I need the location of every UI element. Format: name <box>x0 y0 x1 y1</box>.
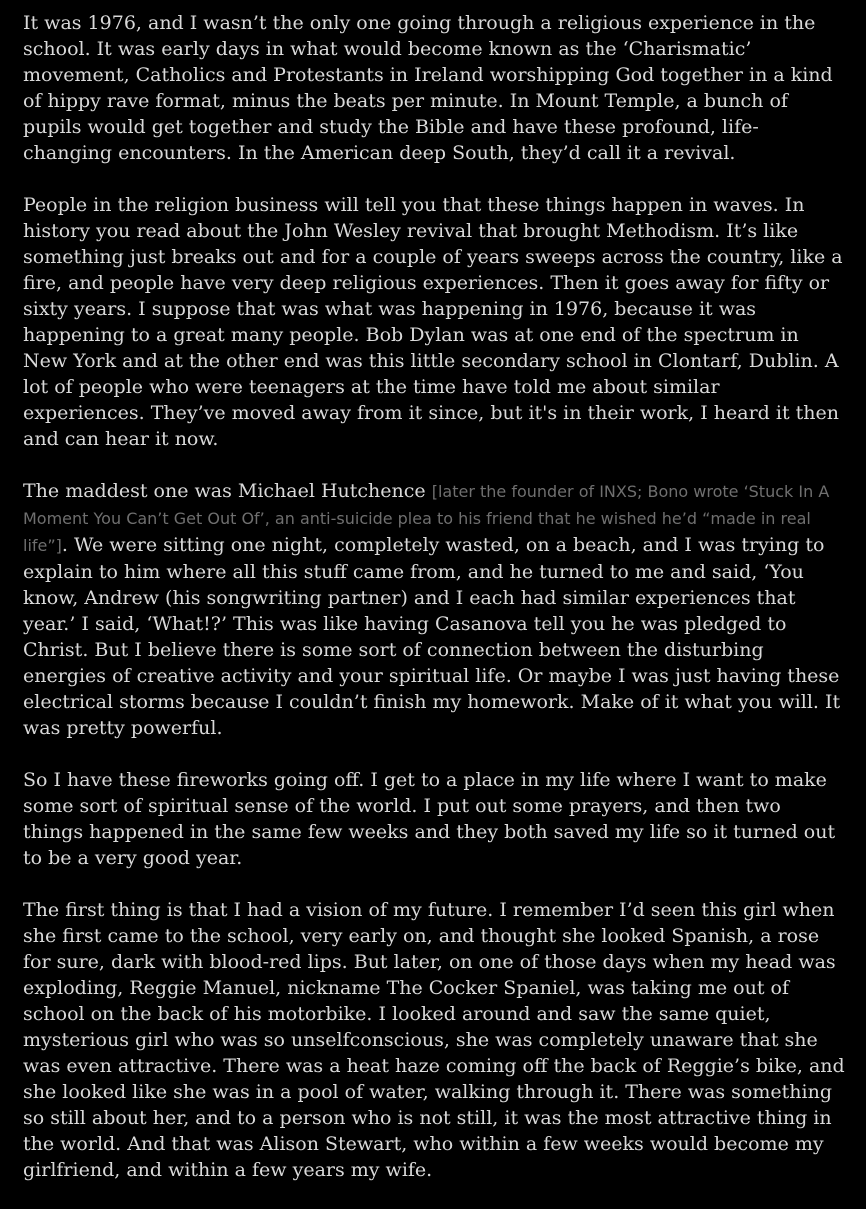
paragraph-fireworks: So I have these fireworks going off. I get to a place in my life where I want to make some sort of spiritual sense of the world. I put out some prayers, and then two things happened in the same few weeks and they both saved my life so it turned out to be a very good year. <box>23 769 836 869</box>
paragraph-waves: People in the religion business will tell you that these things happen in waves. In history you read about the John Wesley revival that brought Methodism. It’s like something just breaks out and for a couple of years sweeps across the country, like a fire, and people have very deep religious experiences. Then it goes away for fifty or sixty years. I suppose that was what was happening in 1976, because it was happening to a great many people. Bob Dylan was at one end of the spectrum in New York and at the other end was this little secondary school in Clontarf, Dublin. A lot of people who were teenagers at the time have told me about similar experiences. They’ve moved away from it since, but it's in their work, I heard it then and can hear it now. <box>23 194 843 450</box>
paragraph-revival: It was 1976, and I wasn’t the only one going through a religious experience in the school. It was early days in what would become known as the ‘Charismatic’ movement, Catholics and Protestants in Ireland worshipping God together in a kind of hippy rave format, minus the beats per minute. In Mount Temple, a bunch of pupils would get together and study the Bible and have these profound, life-changing encounters. In the American deep South, they’d call it a revival. <box>23 12 833 164</box>
paragraph-hutchence <box>23 478 845 741</box>
hutchence-text-before: The maddest one was Michael Hutchence <box>23 480 432 502</box>
paragraph-vision: The first thing is that I had a vision of my future. I remember I’d seen this girl when she first came to the school, very early on, and thought she looked Spanish, a rose for sure, dark with blood-red lips. But later, on one of those days when my head was exploding, Reggie Manuel, nickname The Cocker Spaniel, was taking me out of school on the back of his motorbike. I looked around and saw the same quiet, mysterious girl who was so unselfconscious, she was completely unaware that she was even attractive. There was a heat haze coming off the back of Reggie’s bike, and she looked like she was in a pool of water, walking through it. There was something so still about her, and to a person who is not still, it was the most attractive thing in the world. And that was Alison Stewart, who within a few weeks would become my girlfriend, and within a few years my wife. <box>23 899 845 1181</box>
editorial-aside: [later the founder of INXS; Bono wrote ‘Stuck In A Moment You Can’t Get Out Of’, an anti-suicide plea to his friend that he wished he’d “made in real life”] <box>23 482 830 555</box>
reading-pane <box>23 10 845 1209</box>
hutchence-text-after: . We were sitting one night, completely wasted, on a beach, and I was trying to explain to him where all this stuff came from, and he turned to me and said, ‘You know, Andrew (his songwriting partner) and I each had similar experiences that year.’ I said, ‘What!?’ This was like having Casanova tell you he was pledged to Christ. But I believe there is some sort of connection between the disturbing energies of creative activity and your spiritual life. Or maybe I was just having these electrical storms because I couldn’t finish my homework. Make of it what you will. It was pretty powerful. <box>23 534 841 739</box>
